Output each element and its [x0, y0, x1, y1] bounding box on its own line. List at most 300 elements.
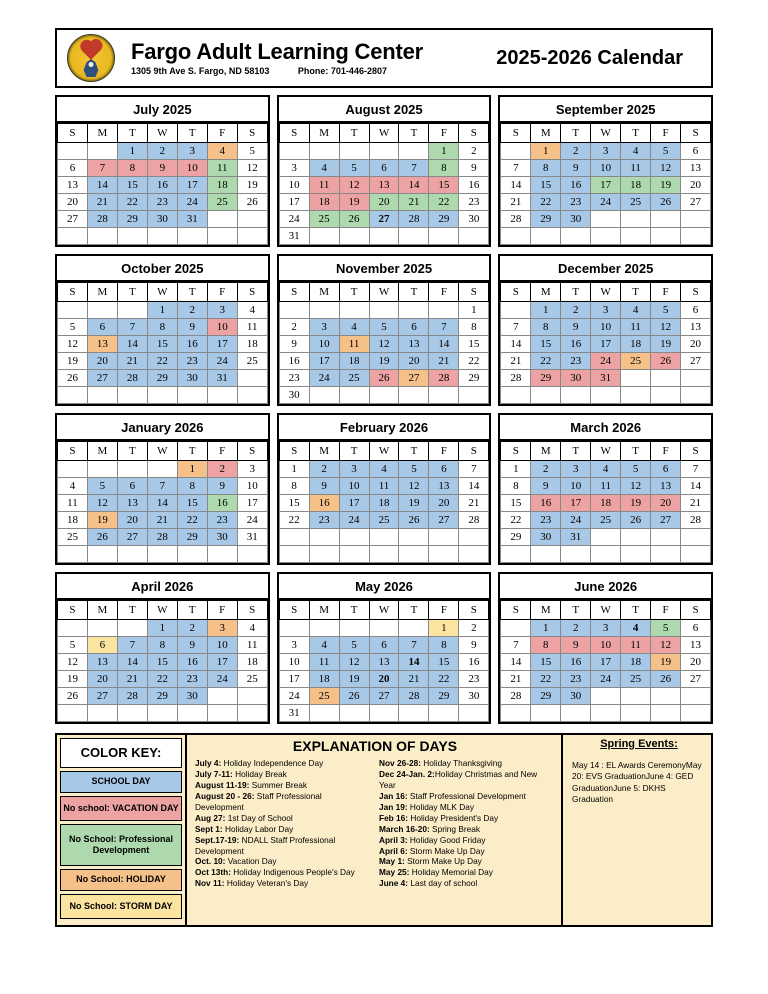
day-cell[interactable]: 15 [117, 177, 147, 194]
day-cell[interactable]: 19 [369, 353, 399, 370]
day-cell[interactable]: 6 [681, 143, 711, 160]
day-cell[interactable]: 13 [651, 478, 681, 495]
day-cell[interactable]: 16 [459, 654, 489, 671]
day-cell[interactable]: 8 [531, 637, 561, 654]
day-cell[interactable]: 4 [621, 143, 651, 160]
day-cell[interactable]: 18 [207, 177, 237, 194]
day-cell[interactable]: 24 [309, 370, 339, 387]
day-cell[interactable]: 1 [177, 461, 207, 478]
day-cell[interactable]: 16 [207, 495, 237, 512]
day-cell[interactable]: 2 [309, 461, 339, 478]
day-cell[interactable]: 16 [561, 336, 591, 353]
day-cell[interactable]: 14 [117, 336, 147, 353]
day-cell[interactable]: 13 [87, 654, 117, 671]
day-cell[interactable]: 6 [87, 319, 117, 336]
day-cell[interactable]: 10 [177, 160, 207, 177]
day-cell[interactable]: 12 [651, 319, 681, 336]
day-cell[interactable]: 28 [681, 512, 711, 529]
day-cell[interactable]: 14 [399, 177, 429, 194]
day-cell[interactable]: 18 [309, 194, 339, 211]
day-cell[interactable]: 22 [531, 353, 561, 370]
day-cell[interactable]: 22 [177, 512, 207, 529]
day-cell[interactable]: 17 [309, 353, 339, 370]
day-cell[interactable]: 27 [429, 512, 459, 529]
day-cell[interactable]: 18 [369, 495, 399, 512]
day-cell[interactable]: 21 [501, 671, 531, 688]
day-cell[interactable]: 6 [429, 461, 459, 478]
day-cell[interactable]: 4 [621, 620, 651, 637]
day-cell[interactable]: 12 [339, 177, 369, 194]
day-cell[interactable]: 11 [237, 637, 267, 654]
day-cell[interactable]: 21 [399, 671, 429, 688]
day-cell[interactable]: 28 [87, 211, 117, 228]
day-cell[interactable]: 19 [339, 194, 369, 211]
day-cell[interactable]: 7 [501, 160, 531, 177]
day-cell[interactable]: 22 [279, 512, 309, 529]
day-cell[interactable]: 27 [681, 671, 711, 688]
day-cell[interactable]: 13 [429, 478, 459, 495]
day-cell[interactable]: 16 [177, 336, 207, 353]
day-cell[interactable]: 19 [87, 512, 117, 529]
day-cell[interactable]: 23 [561, 194, 591, 211]
day-cell[interactable]: 29 [177, 529, 207, 546]
day-cell[interactable]: 29 [429, 688, 459, 705]
day-cell[interactable]: 9 [531, 478, 561, 495]
day-cell[interactable]: 22 [459, 353, 489, 370]
day-cell[interactable]: 5 [651, 143, 681, 160]
day-cell[interactable]: 5 [651, 620, 681, 637]
day-cell[interactable]: 4 [309, 637, 339, 654]
day-cell[interactable]: 30 [459, 211, 489, 228]
day-cell[interactable]: 25 [621, 194, 651, 211]
day-cell[interactable]: 5 [339, 637, 369, 654]
day-cell[interactable]: 21 [147, 512, 177, 529]
day-cell[interactable]: 19 [339, 671, 369, 688]
day-cell[interactable]: 4 [621, 302, 651, 319]
day-cell[interactable]: 9 [207, 478, 237, 495]
day-cell[interactable]: 26 [339, 688, 369, 705]
day-cell[interactable]: 22 [531, 194, 561, 211]
day-cell[interactable]: 4 [369, 461, 399, 478]
day-cell[interactable]: 28 [399, 688, 429, 705]
day-cell[interactable]: 20 [117, 512, 147, 529]
day-cell[interactable]: 27 [681, 353, 711, 370]
day-cell[interactable]: 23 [459, 194, 489, 211]
day-cell[interactable]: 16 [279, 353, 309, 370]
day-cell[interactable]: 4 [237, 620, 267, 637]
day-cell[interactable]: 10 [207, 637, 237, 654]
day-cell[interactable]: 31 [561, 529, 591, 546]
day-cell[interactable]: 2 [177, 302, 207, 319]
day-cell[interactable]: 24 [339, 512, 369, 529]
day-cell[interactable]: 4 [339, 319, 369, 336]
day-cell[interactable]: 19 [651, 654, 681, 671]
day-cell[interactable]: 3 [309, 319, 339, 336]
day-cell[interactable]: 10 [237, 478, 267, 495]
day-cell[interactable]: 29 [147, 688, 177, 705]
day-cell[interactable]: 17 [561, 495, 591, 512]
day-cell[interactable]: 19 [58, 353, 88, 370]
day-cell[interactable]: 21 [459, 495, 489, 512]
day-cell[interactable]: 31 [177, 211, 207, 228]
day-cell[interactable]: 25 [369, 512, 399, 529]
day-cell[interactable]: 15 [147, 336, 177, 353]
day-cell[interactable]: 12 [339, 654, 369, 671]
day-cell[interactable]: 9 [177, 637, 207, 654]
day-cell[interactable]: 12 [369, 336, 399, 353]
day-cell[interactable]: 18 [621, 654, 651, 671]
day-cell[interactable]: 3 [279, 637, 309, 654]
day-cell[interactable]: 12 [399, 478, 429, 495]
day-cell[interactable]: 25 [591, 512, 621, 529]
day-cell[interactable]: 2 [459, 143, 489, 160]
day-cell[interactable]: 3 [591, 143, 621, 160]
day-cell[interactable]: 21 [501, 353, 531, 370]
day-cell[interactable]: 22 [147, 671, 177, 688]
day-cell[interactable]: 11 [309, 177, 339, 194]
day-cell[interactable]: 8 [279, 478, 309, 495]
day-cell[interactable]: 23 [561, 353, 591, 370]
day-cell[interactable]: 31 [207, 370, 237, 387]
day-cell[interactable]: 25 [621, 353, 651, 370]
day-cell[interactable]: 24 [207, 353, 237, 370]
day-cell[interactable]: 19 [237, 177, 267, 194]
day-cell[interactable]: 20 [87, 671, 117, 688]
day-cell[interactable]: 11 [591, 478, 621, 495]
day-cell[interactable]: 28 [117, 688, 147, 705]
day-cell[interactable]: 30 [177, 688, 207, 705]
day-cell[interactable]: 22 [117, 194, 147, 211]
day-cell[interactable]: 4 [237, 302, 267, 319]
day-cell[interactable]: 7 [87, 160, 117, 177]
day-cell[interactable]: 20 [681, 336, 711, 353]
day-cell[interactable]: 22 [429, 194, 459, 211]
day-cell[interactable]: 24 [591, 671, 621, 688]
day-cell[interactable]: 10 [591, 160, 621, 177]
day-cell[interactable]: 29 [531, 370, 561, 387]
day-cell[interactable]: 26 [399, 512, 429, 529]
day-cell[interactable]: 7 [117, 319, 147, 336]
day-cell[interactable]: 8 [147, 637, 177, 654]
day-cell[interactable]: 27 [369, 211, 399, 228]
day-cell[interactable]: 20 [429, 495, 459, 512]
day-cell[interactable]: 11 [369, 478, 399, 495]
day-cell[interactable]: 8 [531, 160, 561, 177]
day-cell[interactable]: 2 [531, 461, 561, 478]
day-cell[interactable]: 25 [339, 370, 369, 387]
day-cell[interactable]: 18 [58, 512, 88, 529]
day-cell[interactable]: 14 [147, 495, 177, 512]
day-cell[interactable]: 15 [531, 654, 561, 671]
day-cell[interactable]: 16 [147, 177, 177, 194]
day-cell[interactable]: 12 [58, 336, 88, 353]
day-cell[interactable]: 28 [501, 688, 531, 705]
day-cell[interactable]: 21 [117, 671, 147, 688]
day-cell[interactable]: 19 [621, 495, 651, 512]
day-cell[interactable]: 17 [591, 177, 621, 194]
day-cell[interactable]: 30 [147, 211, 177, 228]
day-cell[interactable]: 26 [651, 671, 681, 688]
day-cell[interactable]: 26 [651, 194, 681, 211]
day-cell[interactable]: 13 [369, 654, 399, 671]
day-cell[interactable]: 8 [459, 319, 489, 336]
day-cell[interactable]: 21 [429, 353, 459, 370]
day-cell[interactable]: 24 [177, 194, 207, 211]
day-cell[interactable]: 19 [651, 177, 681, 194]
day-cell[interactable]: 1 [147, 302, 177, 319]
day-cell[interactable]: 2 [561, 302, 591, 319]
day-cell[interactable]: 26 [621, 512, 651, 529]
day-cell[interactable]: 14 [429, 336, 459, 353]
day-cell[interactable]: 9 [459, 637, 489, 654]
day-cell[interactable]: 15 [501, 495, 531, 512]
day-cell[interactable]: 16 [531, 495, 561, 512]
day-cell[interactable]: 12 [651, 160, 681, 177]
day-cell[interactable]: 30 [561, 370, 591, 387]
day-cell[interactable]: 22 [531, 671, 561, 688]
day-cell[interactable]: 17 [279, 194, 309, 211]
day-cell[interactable]: 20 [681, 177, 711, 194]
day-cell[interactable]: 14 [459, 478, 489, 495]
day-cell[interactable]: 3 [237, 461, 267, 478]
day-cell[interactable]: 20 [369, 671, 399, 688]
day-cell[interactable]: 21 [87, 194, 117, 211]
day-cell[interactable]: 27 [651, 512, 681, 529]
day-cell[interactable]: 15 [429, 177, 459, 194]
day-cell[interactable]: 4 [58, 478, 88, 495]
day-cell[interactable]: 5 [369, 319, 399, 336]
day-cell[interactable]: 7 [399, 637, 429, 654]
day-cell[interactable]: 1 [147, 620, 177, 637]
day-cell[interactable]: 27 [87, 370, 117, 387]
day-cell[interactable]: 16 [309, 495, 339, 512]
day-cell[interactable]: 18 [237, 336, 267, 353]
day-cell[interactable]: 28 [501, 370, 531, 387]
day-cell[interactable]: 3 [591, 302, 621, 319]
day-cell[interactable]: 26 [339, 211, 369, 228]
day-cell[interactable]: 8 [501, 478, 531, 495]
day-cell[interactable]: 7 [147, 478, 177, 495]
day-cell[interactable]: 11 [237, 319, 267, 336]
day-cell[interactable]: 9 [459, 160, 489, 177]
day-cell[interactable]: 24 [237, 512, 267, 529]
day-cell[interactable]: 2 [207, 461, 237, 478]
day-cell[interactable]: 7 [429, 319, 459, 336]
day-cell[interactable]: 15 [429, 654, 459, 671]
day-cell[interactable]: 23 [177, 353, 207, 370]
day-cell[interactable]: 23 [459, 671, 489, 688]
day-cell[interactable]: 29 [429, 211, 459, 228]
day-cell[interactable]: 16 [459, 177, 489, 194]
day-cell[interactable]: 8 [177, 478, 207, 495]
day-cell[interactable]: 30 [177, 370, 207, 387]
day-cell[interactable]: 28 [459, 512, 489, 529]
day-cell[interactable]: 1 [429, 143, 459, 160]
day-cell[interactable]: 14 [117, 654, 147, 671]
day-cell[interactable]: 26 [58, 370, 88, 387]
day-cell[interactable]: 10 [309, 336, 339, 353]
day-cell[interactable]: 7 [399, 160, 429, 177]
day-cell[interactable]: 17 [237, 495, 267, 512]
day-cell[interactable]: 30 [459, 688, 489, 705]
day-cell[interactable]: 31 [279, 228, 309, 245]
day-cell[interactable]: 2 [279, 319, 309, 336]
day-cell[interactable]: 3 [339, 461, 369, 478]
day-cell[interactable]: 11 [58, 495, 88, 512]
day-cell[interactable]: 18 [339, 353, 369, 370]
day-cell[interactable]: 11 [339, 336, 369, 353]
day-cell[interactable]: 17 [591, 654, 621, 671]
day-cell[interactable]: 5 [399, 461, 429, 478]
day-cell[interactable]: 21 [399, 194, 429, 211]
day-cell[interactable]: 29 [459, 370, 489, 387]
day-cell[interactable]: 8 [429, 160, 459, 177]
day-cell[interactable]: 18 [621, 336, 651, 353]
day-cell[interactable]: 8 [531, 319, 561, 336]
day-cell[interactable]: 7 [501, 319, 531, 336]
day-cell[interactable]: 9 [309, 478, 339, 495]
day-cell[interactable]: 22 [501, 512, 531, 529]
day-cell[interactable]: 5 [58, 637, 88, 654]
day-cell[interactable]: 10 [561, 478, 591, 495]
day-cell[interactable]: 23 [207, 512, 237, 529]
day-cell[interactable]: 17 [339, 495, 369, 512]
day-cell[interactable]: 12 [651, 637, 681, 654]
day-cell[interactable]: 3 [591, 620, 621, 637]
day-cell[interactable]: 17 [591, 336, 621, 353]
day-cell[interactable]: 17 [207, 654, 237, 671]
day-cell[interactable]: 6 [58, 160, 88, 177]
day-cell[interactable]: 6 [369, 637, 399, 654]
day-cell[interactable]: 15 [531, 336, 561, 353]
day-cell[interactable]: 21 [117, 353, 147, 370]
day-cell[interactable]: 30 [561, 211, 591, 228]
day-cell[interactable]: 1 [279, 461, 309, 478]
day-cell[interactable]: 6 [651, 461, 681, 478]
day-cell[interactable]: 25 [621, 671, 651, 688]
day-cell[interactable]: 25 [207, 194, 237, 211]
day-cell[interactable]: 12 [58, 654, 88, 671]
day-cell[interactable]: 21 [501, 194, 531, 211]
day-cell[interactable]: 16 [561, 177, 591, 194]
day-cell[interactable]: 19 [399, 495, 429, 512]
day-cell[interactable]: 10 [339, 478, 369, 495]
day-cell[interactable]: 14 [501, 336, 531, 353]
day-cell[interactable]: 9 [147, 160, 177, 177]
day-cell[interactable]: 20 [87, 353, 117, 370]
day-cell[interactable]: 12 [237, 160, 267, 177]
day-cell[interactable]: 18 [237, 654, 267, 671]
day-cell[interactable]: 1 [531, 302, 561, 319]
day-cell[interactable]: 9 [177, 319, 207, 336]
day-cell[interactable]: 27 [87, 688, 117, 705]
day-cell[interactable]: 25 [309, 688, 339, 705]
day-cell[interactable]: 9 [279, 336, 309, 353]
day-cell[interactable]: 23 [531, 512, 561, 529]
day-cell[interactable]: 28 [429, 370, 459, 387]
day-cell[interactable]: 1 [429, 620, 459, 637]
day-cell[interactable]: 11 [621, 160, 651, 177]
day-cell[interactable]: 10 [207, 319, 237, 336]
day-cell[interactable]: 14 [681, 478, 711, 495]
day-cell[interactable]: 4 [591, 461, 621, 478]
day-cell[interactable]: 27 [58, 211, 88, 228]
day-cell[interactable]: 7 [501, 637, 531, 654]
day-cell[interactable]: 15 [177, 495, 207, 512]
day-cell[interactable]: 28 [147, 529, 177, 546]
day-cell[interactable]: 23 [279, 370, 309, 387]
day-cell[interactable]: 25 [237, 353, 267, 370]
day-cell[interactable]: 13 [399, 336, 429, 353]
day-cell[interactable]: 13 [87, 336, 117, 353]
day-cell[interactable]: 1 [501, 461, 531, 478]
day-cell[interactable]: 17 [207, 336, 237, 353]
day-cell[interactable]: 12 [621, 478, 651, 495]
day-cell[interactable]: 28 [501, 211, 531, 228]
day-cell[interactable]: 18 [309, 671, 339, 688]
day-cell[interactable]: 18 [591, 495, 621, 512]
day-cell[interactable]: 13 [681, 160, 711, 177]
day-cell[interactable]: 9 [561, 319, 591, 336]
day-cell[interactable]: 3 [177, 143, 207, 160]
day-cell[interactable]: 29 [531, 211, 561, 228]
day-cell[interactable]: 24 [591, 353, 621, 370]
day-cell[interactable]: 14 [501, 177, 531, 194]
day-cell[interactable]: 30 [279, 387, 309, 404]
day-cell[interactable]: 6 [681, 302, 711, 319]
day-cell[interactable]: 17 [279, 671, 309, 688]
day-cell[interactable]: 6 [399, 319, 429, 336]
day-cell[interactable]: 2 [177, 620, 207, 637]
day-cell[interactable]: 25 [237, 671, 267, 688]
day-cell[interactable]: 12 [87, 495, 117, 512]
day-cell[interactable]: 13 [58, 177, 88, 194]
day-cell[interactable]: 8 [147, 319, 177, 336]
day-cell[interactable]: 6 [681, 620, 711, 637]
day-cell[interactable]: 27 [399, 370, 429, 387]
day-cell[interactable]: 24 [279, 688, 309, 705]
day-cell[interactable]: 8 [117, 160, 147, 177]
day-cell[interactable]: 20 [58, 194, 88, 211]
day-cell[interactable]: 20 [399, 353, 429, 370]
day-cell[interactable]: 5 [339, 160, 369, 177]
day-cell[interactable]: 18 [621, 177, 651, 194]
day-cell[interactable]: 27 [681, 194, 711, 211]
day-cell[interactable]: 9 [561, 160, 591, 177]
day-cell[interactable]: 20 [681, 654, 711, 671]
day-cell[interactable]: 30 [561, 688, 591, 705]
day-cell[interactable]: 11 [621, 319, 651, 336]
day-cell[interactable]: 1 [459, 302, 489, 319]
day-cell[interactable]: 5 [87, 478, 117, 495]
day-cell[interactable]: 26 [87, 529, 117, 546]
day-cell[interactable]: 11 [207, 160, 237, 177]
day-cell[interactable]: 7 [117, 637, 147, 654]
day-cell[interactable]: 26 [369, 370, 399, 387]
day-cell[interactable]: 3 [207, 302, 237, 319]
day-cell[interactable]: 1 [531, 143, 561, 160]
day-cell[interactable]: 11 [621, 637, 651, 654]
day-cell[interactable]: 15 [279, 495, 309, 512]
day-cell[interactable]: 19 [651, 336, 681, 353]
day-cell[interactable]: 6 [87, 637, 117, 654]
day-cell[interactable]: 20 [651, 495, 681, 512]
day-cell[interactable]: 29 [531, 688, 561, 705]
day-cell[interactable]: 30 [207, 529, 237, 546]
day-cell[interactable]: 8 [429, 637, 459, 654]
day-cell[interactable]: 17 [177, 177, 207, 194]
day-cell[interactable]: 4 [207, 143, 237, 160]
